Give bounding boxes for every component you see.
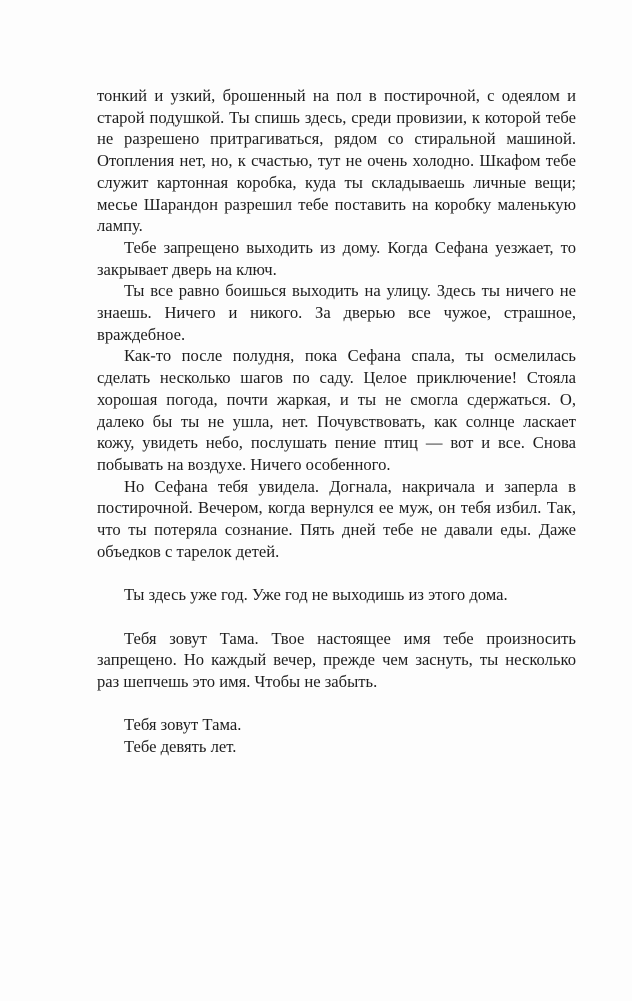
paragraph: Но Сефана тебя увидела. Догнала, накричала и заперла в постирочной. Вечером, когда вернулся ее муж, он тебя избил. Так, что ты потеряла сознание. Пять дней тебе не давали еды. Даже объедков с тарелок детей. <box>97 476 576 561</box>
paragraph: Тебе девять лет. <box>124 737 237 757</box>
page-text-block <box>97 85 576 758</box>
paragraph: Тебе запрещено выходить из дому. Когда Сефана уезжает, то закрывает дверь на ключ. <box>97 237 576 279</box>
paragraph: Ты здесь уже год. Уже год не выходишь из этого дома. <box>124 585 508 605</box>
paragraph: Тебя зовут Тама. Твое настоящее имя тебе произносить запрещено. Но каждый вечер, прежде чем заснуть, ты несколько раз шепчешь это имя. Чтобы не забыть. <box>97 628 576 691</box>
paragraph: Ты все равно боишься выходить на улицу. Здесь ты ничего не знаешь. Ничего и никого. За дверью все чужое, страшное, враждебное. <box>97 281 576 344</box>
paragraph: Тебя зовут Тама. <box>124 715 242 735</box>
paragraph-continuation: тонкий и узкий, брошенный на пол в постирочной, с одеялом и старой подушкой. Ты спишь здесь, среди провизии, к которой тебе не разрешено притрагиваться, рядом со стиральной машиной. Отопления нет, но, к счастью, тут не очень холодно. Шкафом тебе служит картонная коробка, куда ты складываешь личные вещи; месье Шарандон разрешил тебе поставить на коробку маленькую лампу. <box>97 86 576 236</box>
paragraph: Как-то после полудня, пока Сефана спала, ты осмелилась сделать несколько шагов по саду. Целое приключение! Стояла хорошая погода, почти жаркая, и ты не смогла сдержаться. О, далеко бы ты не ушла, нет. Почувствовать, как солнце ласкает кожу, увидеть небо, послушать пение птиц — вот и все. Снова побывать на воздухе. Ничего особенного. <box>97 346 576 474</box>
